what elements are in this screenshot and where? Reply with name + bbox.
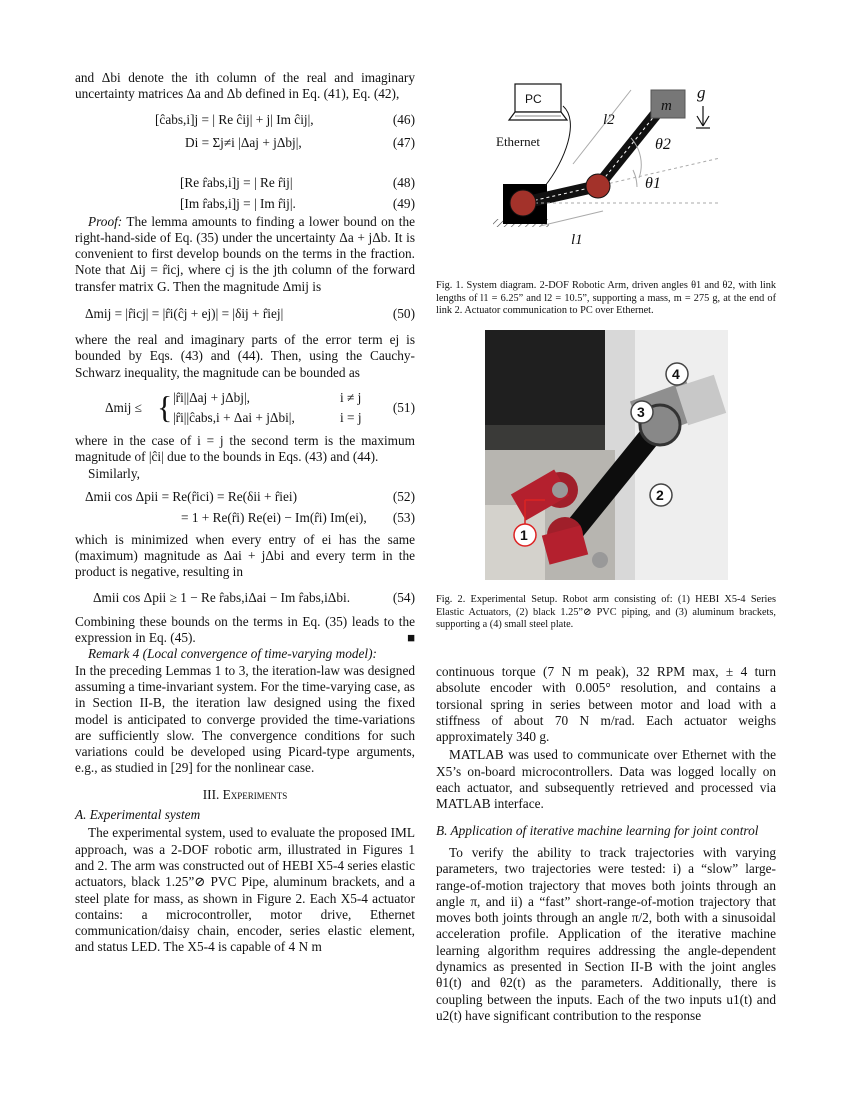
figure-1-caption: Fig. 1. System diagram. 2-DOF Robotic Arm, driven angles θ1 and θ2, with link lengths of l1 = 6.25” and l2 = 10.5”, supporting a mass, m = 275 g, at the end of link 2. Actuator communication to PC over Ethernet. xyxy=(436,280,776,316)
matlab-paragraph: MATLAB was used to communicate over Ethernet with the X5’s on-board microcontrollers. Data was logged locally on each actuator, and subsequently retrieved and processed via MATLAB interface. xyxy=(436,747,776,812)
theta1-label: θ1 xyxy=(645,175,661,192)
case-2: |r̂i||ĉabs,i + Δai + jΔbi|, xyxy=(173,409,295,425)
qed-mark: ■ xyxy=(406,630,415,646)
equation-49 xyxy=(75,193,415,214)
left-column xyxy=(75,70,415,956)
equation-body: Δmii cos Δpii = Re(r̂ici) = Re(δii + r̂iei) xyxy=(85,488,298,504)
figure-1-diagram xyxy=(485,76,735,268)
verify-paragraph: To verify the ability to track trajectories with varying parameters, two trajectories were tested: i) a “slow” large-range-of-motion trajectory that moves both joints through an angle π, and ii) a “fast” short-range-of-motion trajectory that moves both joints through an angle π/2, both with a sinusoidal acceleration profile. Application of the iterative machine learning algorithm requires addressing the angle-dependent dynamics as presented in Section II-B with the joint angles θ1(t) and θ2(t) as the parameters. Additionally, there is coupling between the inputs. Each of the two inputs u1(t) and u2(t) have significant contribution to the response xyxy=(436,844,776,1023)
figure-2-photo xyxy=(485,330,728,580)
callout-3 xyxy=(631,401,653,423)
joint-1-actuator xyxy=(510,190,536,216)
equation-number: (49) xyxy=(392,195,415,211)
equation-number: (54) xyxy=(392,589,415,605)
equation-number: (50) xyxy=(392,306,415,322)
remark-paragraph: In the preceding Lemmas 1 to 3, the iteration-law was designed assuming a time-invariant system. For the time-varying case, as in Section II-B, the iteration law designed using the fixed model is anticipated to converge provided the time-variations are sufficiently slow. The convergence conditions for such variations could be developed using Picard-type arguments, e.g., as studied in [29] for the nonlinear case. xyxy=(75,662,415,776)
case-1: |r̂i||Δaj + jΔbj|, xyxy=(173,389,250,405)
callout-4 xyxy=(666,363,688,385)
proof-text: The lemma amounts to finding a lower bound on the right-hand-side of Eq. (35) under the uncertainty Δa + jΔb. It is convenient to first develop bounds on the terms in the fraction. Note that Δij = r̂icj, where cj is the jth column of the forward transfer matrix G. Then the magnitude Δmij is xyxy=(75,213,415,294)
combine-paragraph xyxy=(75,614,415,647)
proof-paragraph xyxy=(75,214,415,295)
equation-number: (47) xyxy=(392,134,415,150)
equation-number: (52) xyxy=(392,488,415,504)
equation-body: Δmij = |r̂icj| = |r̂i(ĉj + ej)| = |δij + r̂iej| xyxy=(85,306,284,322)
gravity-label: g xyxy=(697,83,706,102)
svg-text:4: 4 xyxy=(672,366,680,382)
svg-text:2: 2 xyxy=(656,487,664,503)
equation-body: Δmii cos Δpii ≥ 1 − Re r̂abs,iΔai − Im r̂abs,iΔbi. xyxy=(93,589,351,605)
equation-body: = 1 + Re(r̂i) Re(ei) − Im(r̂i) Im(ei), xyxy=(181,509,367,525)
theta2-label: θ2 xyxy=(655,136,671,153)
experimental-paragraph: The experimental system, used to evaluate the proposed IML approach, was a 2-DOF robotic arm, illustrated in Figures 1 and 2. The arm was constructed out of HEBI X5-4 series elastic actuators, black 1.25”⊘ PVC Pipe, aluminum brackets, and a steel plate for mass, as shown in Figure 2. Each X5-4 actuator contains: a microcontroller, motor drive, Ethernet communication/daisy chain, encoder, series elastic element, and status LED. The X5-4 is capable of 4 N m xyxy=(75,825,415,955)
section-title: III. Experiments xyxy=(202,786,288,802)
figure-2-caption: Fig. 2. Experimental Setup. Robot arm consisting of: (1) HEBI X5-4 Series Elastic Actuators, (2) black 1.25”⊘ PVC piping, and (3) aluminum brackets, supporting a (4) small steel plate. xyxy=(436,594,776,630)
svg-text:3: 3 xyxy=(637,404,645,420)
where-paragraph: where in the case of i = j the second term is the maximum magnitude of |ĉi| due to the bounds in Eqs. (43) and (44). xyxy=(75,432,415,465)
similarly-paragraph: Similarly, xyxy=(88,465,140,481)
equation-number: (53) xyxy=(392,509,415,525)
subsection-title-a: A. Experimental system xyxy=(75,807,201,823)
equation-54 xyxy=(75,587,415,608)
proof-title: Proof: xyxy=(88,213,123,229)
actuator-specs-paragraph: continuous torque (7 N m peak), 32 RPM max, ± 4 turn absolute encoder with 0.005° resolution, and contains a torsional spring in series between motor and load with a stiffness of about 70 N m/rad. Each actuator weighs approximately 340 g. xyxy=(436,664,776,745)
equation-body: [Im r̂abs,i]j = | Im r̂ij|. xyxy=(180,195,296,211)
mass-label: m xyxy=(661,98,672,114)
equation-47 xyxy=(75,130,415,160)
equation-number: (48) xyxy=(392,174,415,190)
equation-body: [Re r̂abs,i]j = | Re r̂ij| xyxy=(180,174,293,190)
error-bound-paragraph: where the real and imaginary parts of the error term ej is bounded by Eqs. (43) and (44). Then, using the Cauchy-Schwarz inequality, the magnitude can be bounded as xyxy=(75,332,415,380)
equation-48 xyxy=(75,172,415,193)
brace-glyph: { xyxy=(157,388,173,425)
subsection-title-b: B. Application of iterative machine learning for joint control xyxy=(436,822,759,838)
equation-46 xyxy=(75,109,415,130)
joint-2-actuator xyxy=(586,174,610,198)
intro-paragraph: and Δbi denote the ith column of the real and imaginary uncertainty matrices Δa and Δb defined in Eq. (41), Eq. (42), xyxy=(75,70,415,102)
combine-text: Combining these bounds on the terms in Eq. (35) leads to the expression in Eq. (45). xyxy=(75,613,415,646)
remark-title: Remark 4 (Local convergence of time-varying model): xyxy=(88,646,377,662)
equation-number: (46) xyxy=(392,111,415,127)
callout-2 xyxy=(650,484,672,506)
right-column xyxy=(436,664,776,1024)
minimized-paragraph: which is minimized when every entry of ei has the same (maximum) magnitude as Δai + jΔbi and every term in the product is negative, resulting in xyxy=(75,531,415,580)
theta1-arc xyxy=(633,170,637,187)
ethernet-label: Ethernet xyxy=(496,134,541,149)
equation-50 xyxy=(75,303,415,324)
l1-label: l1 xyxy=(571,232,583,248)
case-2-condition: i = j xyxy=(340,409,362,425)
svg-text:1: 1 xyxy=(520,527,528,543)
case-1-condition: i ≠ j xyxy=(340,389,362,405)
equation-number: (51) xyxy=(392,399,415,415)
l2-label: l2 xyxy=(603,112,615,128)
equation-body: [ĉabs,i]j = | Re ĉij| + j| Im ĉij|, xyxy=(155,111,314,127)
equation-lhs: Δmij ≤ xyxy=(105,399,142,415)
equation-body: Di = Σj≠i |Δaj + jΔbj|, xyxy=(185,134,302,150)
equation-53 xyxy=(75,507,415,528)
equation-51 xyxy=(75,387,415,429)
equation-52 xyxy=(75,486,415,507)
pc-label: PC xyxy=(525,92,542,106)
